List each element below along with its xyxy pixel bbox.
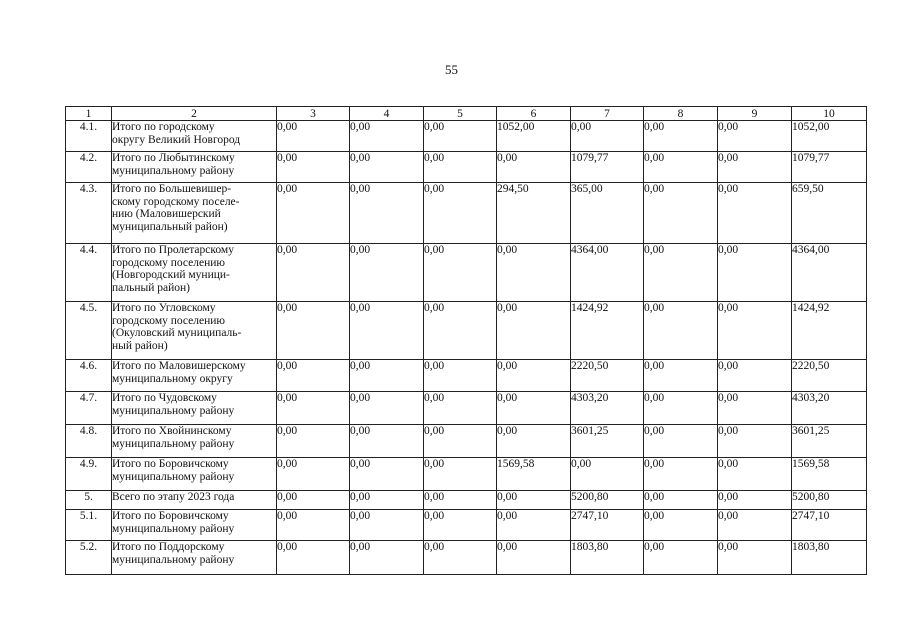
value-col-5: 0,00 xyxy=(424,360,497,392)
row-name-line: Итого по Боровичскому xyxy=(112,458,229,470)
value-col-8: 0,00 xyxy=(644,183,718,244)
page-number: 55 xyxy=(445,62,458,77)
table-body xyxy=(66,121,867,575)
value-col-9: 0,00 xyxy=(718,510,792,541)
row-name-line: Итого по Большевишер- xyxy=(112,183,232,195)
value-col-5: 0,00 xyxy=(424,183,497,244)
value-col-10: 2747,10 xyxy=(792,510,867,541)
value-col-9: 0,00 xyxy=(718,541,792,575)
value-col-3: 0,00 xyxy=(277,244,350,302)
value-col-5: 0,00 xyxy=(424,510,497,541)
column-header-6: 6 xyxy=(497,107,571,121)
row-number: 4.6. xyxy=(66,360,112,392)
value-col-10: 3601,25 xyxy=(792,425,867,458)
value-col-6: 0,00 xyxy=(497,152,571,183)
table-row xyxy=(66,152,867,183)
row-name-line: Итого по Хвойнинскому xyxy=(112,425,232,437)
budget-table xyxy=(65,106,867,575)
row-name xyxy=(112,458,277,491)
row-name-line: Итого по Любытинскому xyxy=(112,152,235,164)
row-name-line: Итого по городскому xyxy=(112,121,215,133)
value-col-4: 0,00 xyxy=(350,183,424,244)
table-row xyxy=(66,360,867,392)
value-col-6: 294,50 xyxy=(497,183,571,244)
value-col-10: 1052,00 xyxy=(792,121,867,152)
table-row xyxy=(66,244,867,302)
column-header-2: 2 xyxy=(112,107,277,121)
row-number: 5.2. xyxy=(66,541,112,575)
value-col-8: 0,00 xyxy=(644,510,718,541)
value-col-9: 0,00 xyxy=(718,458,792,491)
value-col-9: 0,00 xyxy=(718,491,792,510)
value-col-4: 0,00 xyxy=(350,152,424,183)
row-name-line: Итого по Чудовскому xyxy=(112,392,217,404)
value-col-3: 0,00 xyxy=(277,152,350,183)
value-col-6: 0,00 xyxy=(497,244,571,302)
value-col-3: 0,00 xyxy=(277,458,350,491)
row-name-line: муниципальному району xyxy=(112,470,235,483)
value-col-7: 0,00 xyxy=(571,121,644,152)
row-name-line: Итого по Угловскому xyxy=(112,302,216,314)
value-col-10: 4303,20 xyxy=(792,392,867,425)
table-row xyxy=(66,491,867,510)
value-col-7: 2220,50 xyxy=(571,360,644,392)
row-name-line: городскому поселению xyxy=(112,314,226,327)
value-col-9: 0,00 xyxy=(718,360,792,392)
value-col-6: 0,00 xyxy=(497,491,571,510)
value-col-5: 0,00 xyxy=(424,121,497,152)
value-col-4: 0,00 xyxy=(350,392,424,425)
value-col-9: 0,00 xyxy=(718,183,792,244)
value-col-7: 0,00 xyxy=(571,458,644,491)
row-name-line: пальный район) xyxy=(112,281,190,294)
value-col-5: 0,00 xyxy=(424,541,497,575)
row-name xyxy=(112,302,277,360)
value-col-7: 1079,77 xyxy=(571,152,644,183)
table-row xyxy=(66,510,867,541)
value-col-6: 1569,58 xyxy=(497,458,571,491)
row-name-line: муниципальному округу xyxy=(112,372,233,385)
value-col-9: 0,00 xyxy=(718,425,792,458)
value-col-4: 0,00 xyxy=(350,121,424,152)
row-name xyxy=(112,152,277,183)
row-number: 5.1. xyxy=(66,510,112,541)
value-col-9: 0,00 xyxy=(718,152,792,183)
row-name-line: округу Великий Новгород xyxy=(112,133,241,146)
column-header-5: 5 xyxy=(424,107,497,121)
row-name-line: Итого по Маловишерскому xyxy=(112,360,246,372)
value-col-4: 0,00 xyxy=(350,510,424,541)
row-name-line: (Окуловский муниципаль- xyxy=(112,327,242,339)
value-col-8: 0,00 xyxy=(644,152,718,183)
value-col-5: 0,00 xyxy=(424,244,497,302)
row-number: 4.1. xyxy=(66,121,112,152)
value-col-9: 0,00 xyxy=(718,244,792,302)
row-name-line: муниципальному району xyxy=(112,164,235,177)
value-col-6: 0,00 xyxy=(497,425,571,458)
row-number: 4.8. xyxy=(66,425,112,458)
row-name-line: ный район) xyxy=(112,339,168,352)
value-col-5: 0,00 xyxy=(424,491,497,510)
table-row xyxy=(66,541,867,575)
row-number: 5. xyxy=(66,491,112,510)
value-col-3: 0,00 xyxy=(277,121,350,152)
value-col-8: 0,00 xyxy=(644,121,718,152)
value-col-3: 0,00 xyxy=(277,541,350,575)
value-col-5: 0,00 xyxy=(424,302,497,360)
row-name-line: нию (Маловишерский xyxy=(112,208,221,220)
row-name-line: муниципальному району xyxy=(112,522,235,535)
row-name xyxy=(112,121,277,152)
value-col-3: 0,00 xyxy=(277,302,350,360)
value-col-7: 1424,92 xyxy=(571,302,644,360)
row-name xyxy=(112,425,277,458)
value-col-7: 365,00 xyxy=(571,183,644,244)
value-col-7: 5200,80 xyxy=(571,491,644,510)
row-name-line: городскому поселению xyxy=(112,256,226,269)
value-col-7: 4303,20 xyxy=(571,392,644,425)
value-col-8: 0,00 xyxy=(644,458,718,491)
value-col-4: 0,00 xyxy=(350,541,424,575)
value-col-8: 0,00 xyxy=(644,541,718,575)
value-col-6: 1052,00 xyxy=(497,121,571,152)
value-col-3: 0,00 xyxy=(277,183,350,244)
row-name xyxy=(112,244,277,302)
column-header-3: 3 xyxy=(277,107,350,121)
value-col-4: 0,00 xyxy=(350,360,424,392)
value-col-9: 0,00 xyxy=(718,302,792,360)
value-col-9: 0,00 xyxy=(718,392,792,425)
value-col-3: 0,00 xyxy=(277,491,350,510)
row-name xyxy=(112,183,277,244)
value-col-10: 1079,77 xyxy=(792,152,867,183)
row-number: 4.3. xyxy=(66,183,112,244)
row-name xyxy=(112,491,277,510)
table-row xyxy=(66,458,867,491)
value-col-3: 0,00 xyxy=(277,510,350,541)
table-row xyxy=(66,392,867,425)
value-col-8: 0,00 xyxy=(644,425,718,458)
row-name xyxy=(112,510,277,541)
value-col-10: 4364,00 xyxy=(792,244,867,302)
table-header-row xyxy=(66,107,867,121)
value-col-8: 0,00 xyxy=(644,360,718,392)
row-name-line: скому городскому поселе- xyxy=(112,195,240,208)
value-col-5: 0,00 xyxy=(424,392,497,425)
value-col-5: 0,00 xyxy=(424,458,497,491)
row-name xyxy=(112,541,277,575)
value-col-8: 0,00 xyxy=(644,392,718,425)
value-col-4: 0,00 xyxy=(350,458,424,491)
value-col-9: 0,00 xyxy=(718,121,792,152)
value-col-8: 0,00 xyxy=(644,244,718,302)
value-col-3: 0,00 xyxy=(277,425,350,458)
value-col-4: 0,00 xyxy=(350,244,424,302)
row-number: 4.7. xyxy=(66,392,112,425)
row-name-line: (Новгородский муници- xyxy=(112,269,230,281)
value-col-5: 0,00 xyxy=(424,425,497,458)
row-name-line: муниципальному району xyxy=(112,553,235,566)
value-col-3: 0,00 xyxy=(277,392,350,425)
row-name xyxy=(112,360,277,392)
value-col-8: 0,00 xyxy=(644,491,718,510)
row-name-line: муниципальному району xyxy=(112,404,235,417)
row-number: 4.9. xyxy=(66,458,112,491)
value-col-10: 2220,50 xyxy=(792,360,867,392)
value-col-4: 0,00 xyxy=(350,425,424,458)
value-col-10: 5200,80 xyxy=(792,491,867,510)
row-name-line: Итого по Пролетарскому xyxy=(112,244,234,256)
value-col-6: 0,00 xyxy=(497,360,571,392)
value-col-10: 659,50 xyxy=(792,183,867,244)
row-name-line: муниципальному району xyxy=(112,437,235,450)
column-header-7: 7 xyxy=(571,107,644,121)
value-col-3: 0,00 xyxy=(277,360,350,392)
row-name-line: Всего по этапу 2023 года xyxy=(112,491,235,503)
value-col-10: 1803,80 xyxy=(792,541,867,575)
column-header-1: 1 xyxy=(66,107,112,121)
column-header-4: 4 xyxy=(350,107,424,121)
table-row xyxy=(66,121,867,152)
value-col-6: 0,00 xyxy=(497,392,571,425)
row-name-line: Итого по Боровичскому xyxy=(112,510,229,522)
value-col-6: 0,00 xyxy=(497,302,571,360)
value-col-7: 2747,10 xyxy=(571,510,644,541)
row-name xyxy=(112,392,277,425)
value-col-8: 0,00 xyxy=(644,302,718,360)
row-number: 4.5. xyxy=(66,302,112,360)
value-col-7: 4364,00 xyxy=(571,244,644,302)
value-col-10: 1569,58 xyxy=(792,458,867,491)
value-col-7: 1803,80 xyxy=(571,541,644,575)
value-col-6: 0,00 xyxy=(497,541,571,575)
value-col-7: 3601,25 xyxy=(571,425,644,458)
row-number: 4.2. xyxy=(66,152,112,183)
row-name-line: Итого по Поддорскому xyxy=(112,541,225,553)
table-row xyxy=(66,425,867,458)
value-col-4: 0,00 xyxy=(350,491,424,510)
table-row xyxy=(66,302,867,360)
row-number: 4.4. xyxy=(66,244,112,302)
column-header-8: 8 xyxy=(644,107,718,121)
table-row xyxy=(66,183,867,244)
value-col-6: 0,00 xyxy=(497,510,571,541)
value-col-4: 0,00 xyxy=(350,302,424,360)
row-name-line: муниципальный район) xyxy=(112,220,228,233)
column-header-9: 9 xyxy=(718,107,792,121)
column-header-10: 10 xyxy=(792,107,867,121)
value-col-5: 0,00 xyxy=(424,152,497,183)
value-col-10: 1424,92 xyxy=(792,302,867,360)
